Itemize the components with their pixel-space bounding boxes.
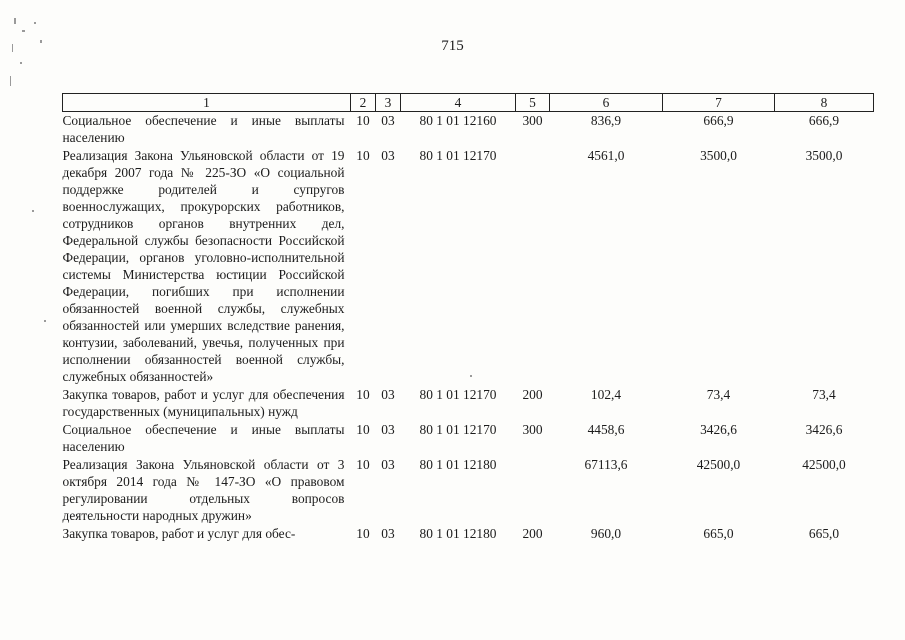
row-amount-3: 3426,6 [805,422,843,437]
row-name: Реализация Закона Ульяновской области от 19 декабря 2007 года № 225-ЗО «О социальной поддержке родителей и супругов военнослужащих, прокурорских работников, сотрудников органов внутренних дел, Федеральной службы безопасности Российской Федерации, органов уголовно-исполнительной системы Министерства юстиции Российской Федерации, погибших при исполнении обязанностей военной службы, служебных обязанностей или умерших вследствие ранения, контузии, заболеваний, увечья, полученных при исполнении обязанностей военной службы, служебных обязанностей» [62,148,345,384]
table-row [63,147,874,386]
row-amount-1: 4561,0 [587,148,625,163]
row-amount-3: 666,9 [808,113,840,128]
row-name: Реализация Закона Ульяновской области от 3 октября 2014 года № 147-ЗО «О правовом регулировании отдельных вопросов деятельности народных дружин» [62,457,345,523]
row-amount-1: 836,9 [590,113,622,128]
row-expense-type [516,147,550,386]
header-cell-8: 8 [775,94,874,112]
row-subsection: 03 [381,457,395,472]
row-amount-2: 666,9 [703,113,734,128]
row-target-code: 80 1 01 12180 [419,457,497,472]
header-cell-7: 7 [663,94,775,112]
row-amount-1: 4458,6 [587,422,625,437]
row-section: 10 [356,526,370,541]
header-cell-3: 3 [376,94,401,112]
row-subsection: 03 [381,387,395,402]
table-row [63,421,874,456]
row-amount-2: 3500,0 [700,148,737,163]
row-amount-3: 73,4 [812,387,836,402]
row-target-code: 80 1 01 12170 [419,148,497,163]
row-amount-2: 73,4 [706,387,731,402]
row-section: 10 [356,457,370,472]
row-amount-3: 42500,0 [802,457,846,472]
row-target-code: 80 1 01 12160 [419,113,497,128]
row-target-code: 80 1 01 12170 [419,422,497,437]
row-section: 10 [356,422,370,437]
row-target-code: 80 1 01 12180 [419,526,497,541]
row-name: Закупка товаров, работ и услуг для обес- [62,526,296,541]
row-name: Социальное обеспечение и иные выплаты населению [62,422,345,454]
row-expense-type: 200 [522,387,543,402]
row-subsection: 03 [381,113,395,128]
table-row [63,456,874,525]
row-subsection: 03 [381,422,395,437]
table-row [63,112,874,148]
header-cell-4: 4 [401,94,516,112]
header-cell-6: 6 [550,94,663,112]
row-expense-type [516,456,550,525]
row-amount-3: 665,0 [808,526,840,541]
row-amount-2: 3426,6 [700,422,737,437]
table-row [63,386,874,421]
row-subsection: 03 [381,526,395,541]
row-expense-type: 300 [522,422,543,437]
budget-table [62,93,874,543]
row-name: Социальное обеспечение и иные выплаты населению [62,113,345,145]
row-amount-1: 960,0 [590,526,622,541]
row-amount-2: 42500,0 [696,457,741,472]
row-subsection: 03 [381,148,395,163]
row-target-code: 80 1 01 12170 [419,387,497,402]
row-section: 10 [356,387,370,402]
page-number: 715 [441,38,464,54]
row-name: Закупка товаров, работ и услуг для обеспечения государственных (муниципальных) нужд [62,387,345,419]
header-cell-1: 1 [63,94,351,112]
row-section: 10 [356,148,370,163]
row-expense-type: 300 [522,113,543,128]
row-section: 10 [356,113,370,128]
row-amount-3: 3500,0 [805,148,843,163]
header-row [63,94,874,112]
header-cell-5: 5 [516,94,550,112]
header-cell-2: 2 [351,94,376,112]
row-expense-type: 200 [522,526,543,541]
row-amount-1: 102,4 [590,387,622,402]
row-amount-2: 665,0 [703,526,734,541]
table-row [63,525,874,543]
row-amount-1: 67113,6 [584,457,628,472]
